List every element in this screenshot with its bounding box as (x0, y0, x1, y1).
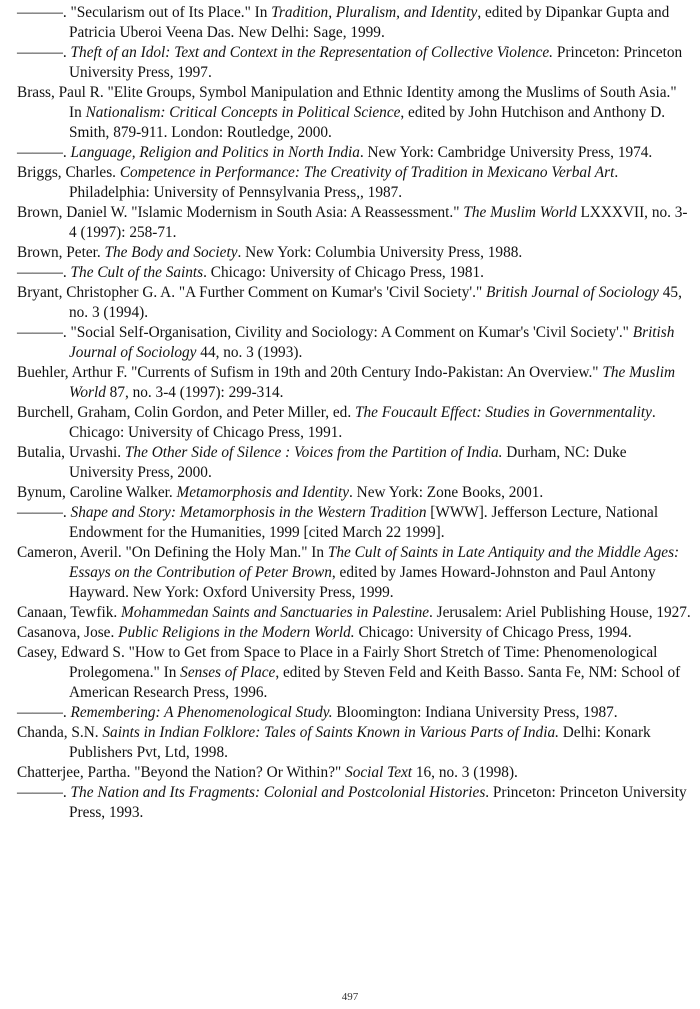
entry-title-italic: The Muslim World (463, 204, 577, 221)
bibliography-entry (17, 143, 693, 163)
bibliography-entry (17, 323, 693, 363)
bibliography-entry (17, 703, 693, 723)
entry-text: , edited by Steven Feld and Keith Basso. Santa Fe, NM: School of American Research Press, 1996. (69, 664, 681, 701)
entry-text: , edited by John Hutchison and Anthony D. Smith, 879-911. London: Routledge, 2000. (69, 104, 666, 141)
bibliography-entry (17, 403, 693, 443)
entry-text: 44, no. 3 (1993). (196, 344, 303, 361)
bibliography-entry (17, 603, 693, 623)
entry-text: ———. (17, 504, 71, 521)
entry-title-italic: Nationalism: Critical Concepts in Political Science (85, 104, 401, 121)
entry-title-italic: Senses of Place (180, 664, 276, 681)
entry-text: Durham, NC: Duke University Press, 2000. (69, 444, 627, 481)
entry-text: Brass, Paul R. "Elite Groups, Symbol Manipulation and Ethnic Identity among the Muslims of South Asia." In (17, 84, 677, 121)
entry-title-italic: Shape and Story: Metamorphosis in the Western Tradition (70, 504, 427, 521)
bibliography-entry (17, 543, 693, 603)
entry-text: Butalia, Urvashi. (17, 444, 125, 461)
bibliography-entry (17, 203, 693, 243)
bibliography-entry (17, 763, 693, 783)
entry-text: ———. "Social Self-Organisation, Civility and Sociology: A Comment on Kumar's 'Civil Society'." (17, 324, 633, 341)
entry-title-italic: Mohammedan Saints and Sanctuaries in Palestine (121, 604, 430, 621)
entry-text: Delhi: Konark Publishers Pvt, Ltd, 1998. (69, 724, 651, 761)
entry-title-italic: British Journal of Sociology (69, 324, 675, 361)
entry-text: ———. "Secularism out of Its Place." In (17, 4, 272, 21)
bibliography-entry (17, 723, 693, 763)
bibliography-entry (17, 643, 693, 703)
bibliography-entry (17, 3, 693, 43)
entry-text: . Chicago: University of Chicago Press, 1991. (69, 404, 656, 441)
bibliography-entry (17, 503, 693, 543)
bibliography-entry (17, 783, 693, 823)
entry-title-italic: The Cult of Saints in Late Antiquity and the Middle Ages: Essays on the Contribution of Peter Brown (69, 544, 680, 581)
page-number: 497 (341, 991, 359, 1003)
entry-title-italic: Public Religions in the Modern World. (118, 624, 355, 641)
entry-title-italic: Tradition, Pluralism, and Identity (271, 4, 478, 21)
entry-text: ———. (17, 784, 71, 801)
entry-text: Buehler, Arthur F. "Currents of Sufism in 19th and 20th Century Indo-Pakistan: An Overview." (17, 364, 603, 381)
bibliography-entry (17, 283, 693, 323)
entry-text: ———. (17, 704, 71, 721)
entry-title-italic: Theft of an Idol: Text and Context in the Representation of Collective Violence. (70, 44, 554, 61)
entry-text: Canaan, Tewfik. (17, 604, 121, 621)
entry-title-italic: The Nation and Its Fragments: Colonial and Postcolonial Histories (70, 784, 486, 801)
entry-title-italic: Metamorphosis and Identity (176, 484, 350, 501)
entry-text: Burchell, Graham, Colin Gordon, and Peter Miller, ed. (17, 404, 355, 421)
bibliography-entry (17, 483, 693, 503)
entry-text: , edited by Dipankar Gupta and Patricia Uberoi Veena Das. New Delhi: Sage, 1999. (69, 4, 670, 41)
entry-text: . Chicago: University of Chicago Press, 1981. (203, 264, 484, 281)
entry-text: Bynum, Caroline Walker. (17, 484, 177, 501)
bibliography-entry (17, 263, 693, 283)
entry-text: Brown, Daniel W. "Islamic Modernism in South Asia: A Reassessment." (17, 204, 464, 221)
entry-text: 87, no. 3-4 (1997): 299-314. (105, 384, 284, 401)
entry-text: Bryant, Christopher G. A. "A Further Comment on Kumar's 'Civil Society'." (17, 284, 487, 301)
entry-text: . New York: Columbia University Press, 1988. (237, 244, 523, 261)
entry-text: , edited by James Howard-Johnston and Paul Antony Hayward. New York: Oxford University Press, 1999. (69, 564, 656, 601)
bibliography-entry (17, 83, 693, 143)
entry-text: . Jerusalem: Ariel Publishing House, 1927. (429, 604, 691, 621)
bibliography-entry (17, 363, 693, 403)
entry-text: Brown, Peter. (17, 244, 105, 261)
entry-text: LXXXVII, no. 3-4 (1997): 258-71. (69, 204, 688, 241)
entry-text: Chicago: University of Chicago Press, 1994. (354, 624, 632, 641)
entry-title-italic: Language, Religion and Politics in North India (70, 144, 360, 161)
entry-text: . Philadelphia: University of Pennsylvania Press,, 1987. (69, 164, 619, 201)
bibliography-entry (17, 43, 693, 83)
entry-title-italic: The Body and Society (104, 244, 238, 261)
entry-title-italic: Social Text (345, 764, 413, 781)
bibliography-entry (17, 163, 693, 203)
entry-text: ———. (17, 144, 71, 161)
entry-text: Casanova, Jose. (17, 624, 119, 641)
entry-text: [WWW]. Jefferson Lecture, National Endowment for the Humanities, 1999 [cited March 22 1999]. (69, 504, 659, 541)
entry-text: . Princeton: Princeton University Press, 1993. (69, 784, 687, 821)
bibliography-entry (17, 243, 693, 263)
entry-text: Casey, Edward S. "How to Get from Space to Place in a Fairly Short Stretch of Time: Phenomenological Prolegomena." In (17, 644, 658, 681)
entry-title-italic: The Foucault Effect: Studies in Governmentality (354, 404, 652, 421)
entry-title-italic: Saints in Indian Folklore: Tales of Saints Known in Various Parts of India. (102, 724, 559, 741)
entry-text: Chanda, S.N. (17, 724, 103, 741)
entry-text: Princeton: Princeton University Press, 1997. (69, 44, 683, 81)
entry-text: 16, no. 3 (1998). (412, 764, 518, 781)
entry-text: 45, no. 3 (1994). (69, 284, 682, 321)
entry-title-italic: The Cult of the Saints (70, 264, 204, 281)
entry-text: Bloomington: Indiana University Press, 1987. (332, 704, 618, 721)
entry-title-italic: British Journal of Sociology (486, 284, 659, 301)
entry-title-italic: The Other Side of Silence : Voices from the Partition of India. (124, 444, 503, 461)
entry-text: Chatterjee, Partha. "Beyond the Nation? Or Within?" (17, 764, 346, 781)
entry-text: . New York: Cambridge University Press, 1974. (359, 144, 653, 161)
entry-text: Cameron, Averil. "On Defining the Holy Man." In (17, 544, 328, 561)
entry-text: ———. (17, 44, 71, 61)
entry-text: . New York: Zone Books, 2001. (349, 484, 544, 501)
entry-title-italic: Remembering: A Phenomenological Study. (70, 704, 333, 721)
entry-title-italic: The Muslim World (69, 364, 676, 401)
entry-text: ———. (17, 264, 71, 281)
bibliography-list (17, 3, 693, 823)
bibliography-entry (17, 623, 693, 643)
entry-title-italic: Competence in Performance: The Creativity of Tradition in Mexicano Verbal Art (119, 164, 615, 181)
bibliography-entry (17, 443, 693, 483)
entry-text: Briggs, Charles. (17, 164, 120, 181)
